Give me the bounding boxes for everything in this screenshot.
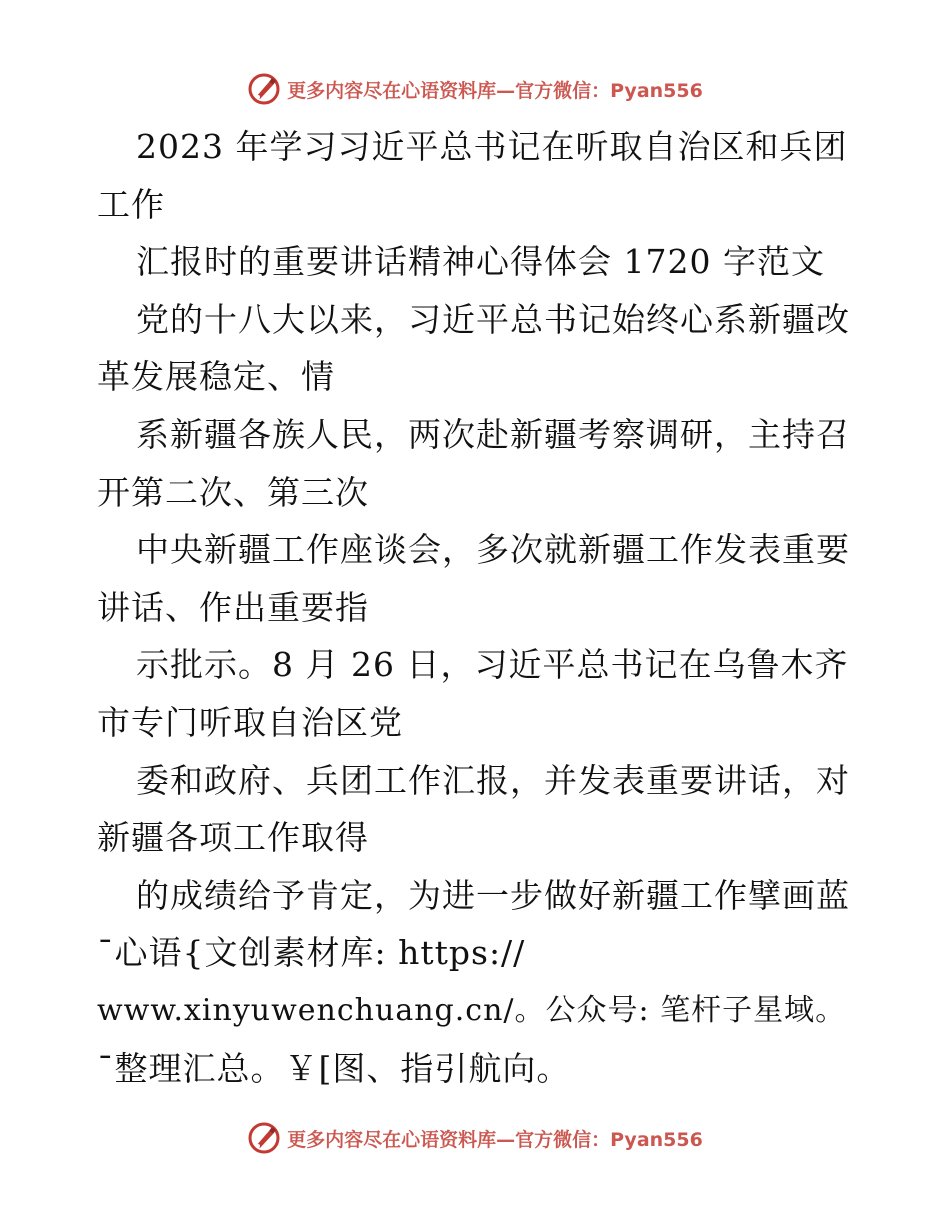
document-body: [97, 118, 857, 1097]
text-line: 讲话、作出重要指: [97, 587, 369, 627]
text-line: 革发展稳定、情: [97, 357, 335, 397]
pen-seal-icon: [247, 1121, 281, 1155]
text-line: ¯心语{文创素材库: https://: [97, 933, 526, 973]
text-line: www.xinyuwenchuang.cn/。公众号: 笔杆子星域。: [97, 992, 847, 1028]
watermark-text: 更多内容尽在心语资料库—官方微信：Pyan556: [287, 79, 703, 102]
footer-watermark: [0, 1121, 950, 1155]
text-line: 的成绩给予肯定，为进一步做好新疆工作擘画蓝: [136, 875, 850, 915]
text-line: 示批示。8 月 26 日，习近平总书记在乌鲁木齐: [136, 645, 849, 685]
text-line: 工作: [97, 184, 165, 224]
text-line: 中央新疆工作座谈会，多次就新疆工作发表重要: [136, 530, 850, 570]
text-line: 新疆各项工作取得: [97, 818, 369, 858]
text-line: ¯整理汇总。￥[图、指引航向。: [97, 1048, 571, 1088]
text-line: 汇报时的重要讲话精神心得体会 1720 字范文: [136, 242, 825, 282]
pen-seal-icon: [247, 72, 281, 106]
text-line: 党的十八大以来，习近平总书记始终心系新疆改: [136, 299, 850, 339]
watermark-text: 更多内容尽在心语资料库—官方微信：Pyan556: [287, 1128, 703, 1151]
text-line: 市专门听取自治区党: [97, 702, 403, 742]
text-line: 2023 年学习习近平总书记在听取自治区和兵团: [136, 127, 848, 166]
text-line: 委和政府、兵团工作汇报，并发表重要讲话，对: [136, 760, 850, 800]
text-line: 开第二次、第三次: [97, 472, 369, 512]
text-line: 系新疆各族人民，两次赴新疆考察调研，主持召: [136, 414, 850, 454]
header-watermark: [0, 72, 950, 106]
